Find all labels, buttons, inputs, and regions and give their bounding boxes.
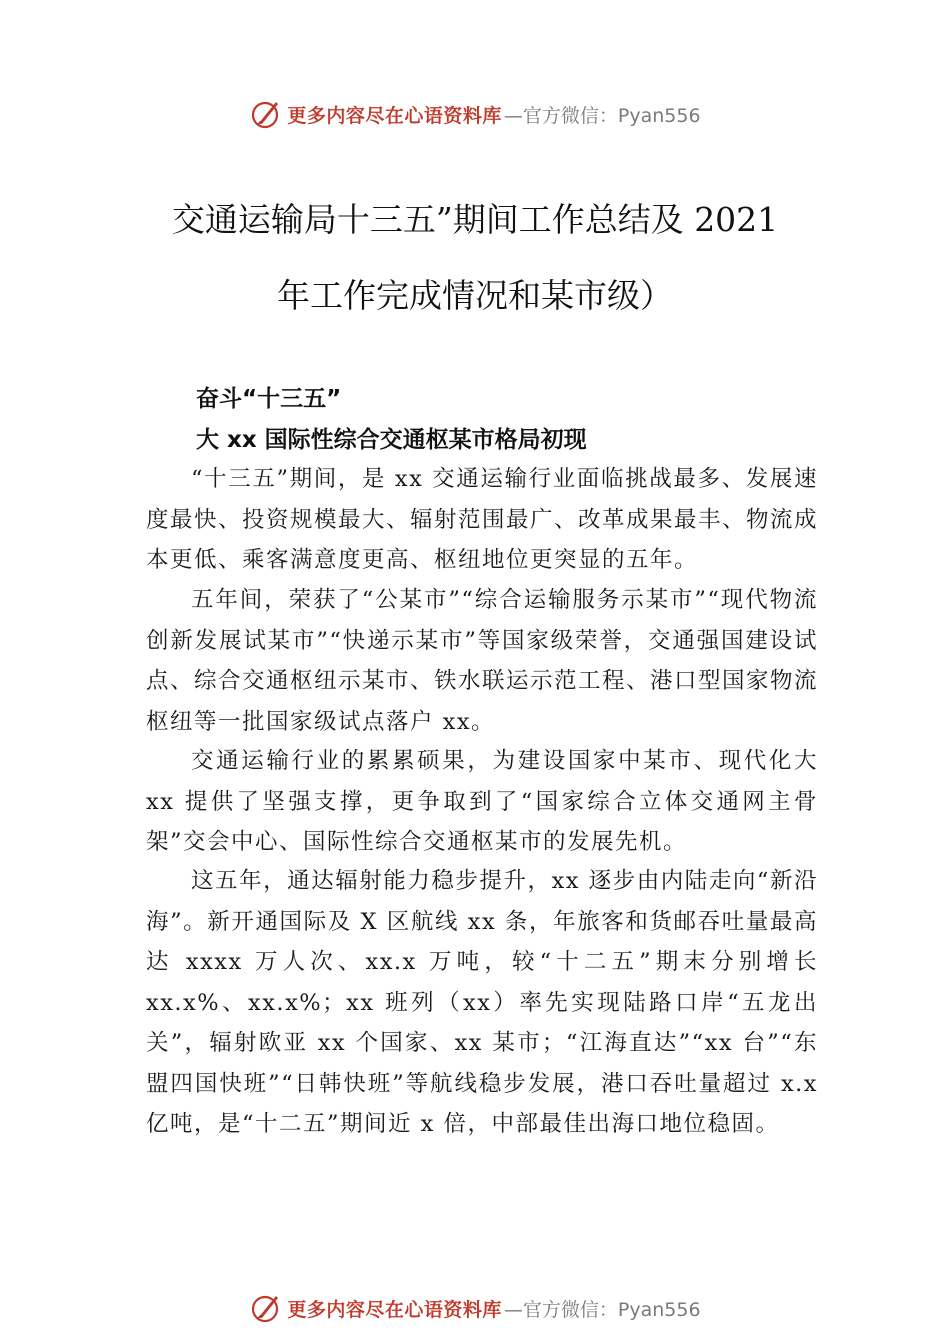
body-paragraph-1: “十三五”期间，是 xx 交通运输行业面临挑战最多、发展速度最快、投资规模最大、辐射范围最广、改革成果最丰、物流成本更低、乘客满意度更高、枢纽地位更突显的五年。 [146, 466, 819, 573]
section-heading: 奋斗“十三五” [196, 386, 342, 412]
body-paragraph-4: 这五年，通达辐射能力稳步提升，xx 逐步由内陆走向“新沿海”。新开通国际及 X 区航线 xx 条，年旅客和货邮吞吐量最高达 xxxx 万人次、xx.x 万吨，较“十二五”期末分别增长 xx.x%、xx.x%；xx 班列（xx）率先实现陆路口岸“五龙出关”，辐射欧亚 xx 个国家、xx 某市；“江海直达”“xx 台”“东盟四国快班”“日韩快班”等航线稳步发展，港口吞吐量超过 x.x 亿吨，是“十二五”期间近 x 倍，中部最佳出海口地位稳固。 [146, 868, 818, 1137]
document-title-line2: 年工作完成情况和某市级） [277, 276, 673, 315]
banner-wechat-text: —官方微信：Pyan556 [503, 1298, 701, 1321]
body-paragraph-3: 交通运输行业的累累硕果，为建设国家中某市、现代化大 xx 提供了坚强支撑，更争取到了“国家综合立体交通网主骨架”交会中心、国际性综合交通枢某市的发展先机。 [146, 748, 818, 855]
quill-pen-icon [249, 1291, 283, 1325]
quill-pen-icon [249, 97, 283, 131]
banner-wechat-text: —官方微信：Pyan556 [503, 104, 701, 127]
banner-brand-text: 更多内容尽在心语资料库 [287, 1298, 502, 1321]
header-banner [0, 94, 950, 134]
document-title-line1: 交通运输局十三五”期间工作总结及 2021 [171, 200, 779, 239]
body-paragraph-2: 五年间，荣获了“公某市”“综合运输服务示某市”“现代物流创新发展试某市”“快递示某市”等国家级荣誉，交通强国建设试点、综合交通枢纽示某市、铁水联运示范工程、港口型国家物流枢纽等一批国家级试点落户 xx。 [146, 587, 819, 735]
footer-banner [0, 1288, 950, 1328]
banner-brand-text: 更多内容尽在心语资料库 [287, 104, 502, 127]
section-subheading: 大 xx 国际性综合交通枢某市格局初现 [196, 427, 587, 453]
